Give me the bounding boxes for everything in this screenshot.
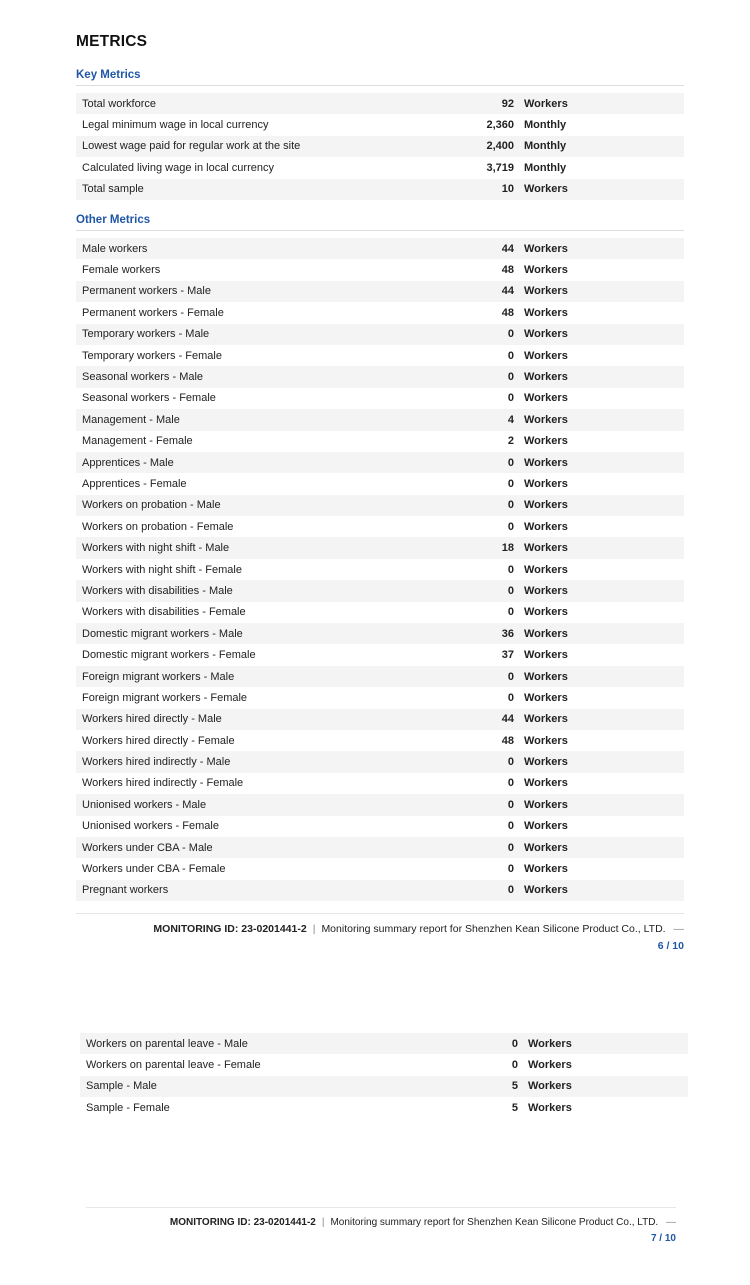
- metric-row: [76, 687, 684, 708]
- metric-label: Permanent workers - Male: [82, 285, 211, 298]
- metric-label: Domestic migrant workers - Male: [82, 627, 243, 640]
- metric-unit: Workers: [524, 606, 568, 619]
- footer-line: [76, 923, 684, 935]
- metric-label: Permanent workers - Female: [82, 306, 224, 319]
- metric-label: Apprentices - Male: [82, 456, 174, 469]
- metric-label: Workers on parental leave - Male: [86, 1037, 248, 1050]
- metric-row: [76, 157, 684, 178]
- metric-unit: Workers: [524, 670, 568, 683]
- metric-row: [76, 302, 684, 323]
- metric-unit: Workers: [528, 1037, 572, 1050]
- metric-value: 2,360: [486, 119, 514, 132]
- metric-unit: Workers: [524, 413, 568, 426]
- metric-unit: Workers: [524, 884, 568, 897]
- metric-unit: Workers: [528, 1101, 572, 1114]
- metric-label: Workers on parental leave - Female: [86, 1059, 261, 1072]
- metric-label: Unionised workers - Male: [82, 798, 207, 811]
- report-title: Monitoring summary report for Shenzhen Kean Silicone Product Co., LTD.: [330, 1217, 659, 1228]
- metric-label: Temporary workers - Female: [82, 349, 222, 362]
- metric-label: Workers under CBA - Male: [82, 841, 213, 854]
- metric-unit: Workers: [524, 863, 568, 876]
- metric-row: [76, 431, 684, 452]
- key-metrics-table: [76, 93, 684, 200]
- metric-row: [76, 516, 684, 537]
- metric-row: [76, 880, 684, 901]
- metric-unit: Monthly: [524, 161, 567, 174]
- metric-row: [76, 281, 684, 302]
- metric-unit: Workers: [524, 477, 568, 490]
- metric-value: 0: [507, 863, 514, 876]
- metric-value: 0: [507, 884, 514, 897]
- metric-row: [76, 409, 684, 430]
- monitoring-id: MONITORING ID: 23-0201441-2: [169, 1217, 316, 1228]
- metric-row: [76, 623, 684, 644]
- metric-value: 0: [507, 477, 514, 490]
- metric-row: [76, 179, 684, 200]
- metric-row: [76, 730, 684, 751]
- metric-unit: Workers: [524, 777, 568, 790]
- metric-label: Workers hired directly - Male: [82, 713, 222, 726]
- metric-label: Male workers: [82, 242, 148, 255]
- metric-value: 92: [501, 97, 514, 110]
- metric-label: Calculated living wage in local currency: [82, 161, 274, 174]
- metric-value: 48: [501, 264, 514, 277]
- metric-row: [76, 709, 684, 730]
- footer-dash: —: [666, 1217, 676, 1228]
- metric-label: Workers on probation - Female: [82, 520, 234, 533]
- metric-row: [76, 602, 684, 623]
- metric-label: Workers with disabilities - Male: [82, 584, 233, 597]
- metric-unit: Workers: [524, 349, 568, 362]
- other-metrics-table: [76, 238, 684, 901]
- metric-label: Sample - Male: [86, 1080, 157, 1093]
- metric-label: Foreign migrant workers - Female: [82, 691, 248, 704]
- metric-row: [76, 495, 684, 516]
- metric-label: Domestic migrant workers - Female: [82, 649, 256, 662]
- metric-unit: Workers: [524, 499, 568, 512]
- metric-value: 48: [501, 734, 514, 747]
- metric-row: [80, 1097, 688, 1118]
- metric-value: 2,400: [486, 140, 514, 153]
- metric-row: [76, 816, 684, 837]
- metric-row: [76, 794, 684, 815]
- metric-value: 0: [507, 328, 514, 341]
- metric-row: [76, 324, 684, 345]
- metric-row: [76, 238, 684, 259]
- metric-row: [76, 773, 684, 794]
- metric-value: 0: [507, 691, 514, 704]
- metric-label: Sample - Female: [86, 1101, 170, 1114]
- metric-label: Foreign migrant workers - Male: [82, 670, 235, 683]
- metric-value: 48: [501, 306, 514, 319]
- metric-value: 0: [507, 777, 514, 790]
- metric-unit: Workers: [524, 542, 568, 555]
- metric-value: 44: [501, 713, 514, 726]
- metric-value: 4: [507, 413, 514, 426]
- metric-label: Workers with night shift - Male: [82, 542, 230, 555]
- metric-unit: Workers: [524, 306, 568, 319]
- metric-row: [76, 644, 684, 665]
- metric-row: [80, 1033, 688, 1054]
- metric-label: Female workers: [82, 264, 161, 277]
- metric-unit: Workers: [524, 798, 568, 811]
- metric-value: 0: [507, 520, 514, 533]
- metric-label: Apprentices - Female: [82, 477, 187, 490]
- metric-unit: Workers: [524, 841, 568, 854]
- metric-row: [76, 114, 684, 135]
- metric-value: 0: [507, 392, 514, 405]
- metric-unit: Workers: [524, 285, 568, 298]
- metric-value: 0: [507, 798, 514, 811]
- metric-label: Temporary workers - Male: [82, 328, 210, 341]
- metric-value: 0: [511, 1037, 518, 1050]
- metric-value: 3,719: [486, 161, 514, 174]
- metric-row: [76, 452, 684, 473]
- metric-label: Lowest wage paid for regular work at the site: [82, 140, 301, 153]
- metric-label: Workers hired directly - Female: [82, 734, 235, 747]
- metric-unit: Workers: [524, 435, 568, 448]
- metric-label: Seasonal workers - Female: [82, 392, 216, 405]
- metric-label: Workers under CBA - Female: [82, 863, 226, 876]
- metric-row: [76, 666, 684, 687]
- metric-row: [76, 259, 684, 280]
- metric-value: 0: [507, 456, 514, 469]
- metric-unit: Workers: [524, 820, 568, 833]
- metric-row: [76, 559, 684, 580]
- page-footer-2: [86, 1207, 676, 1244]
- metric-value: 37: [501, 649, 514, 662]
- metric-row: [76, 837, 684, 858]
- metric-row: [76, 136, 684, 157]
- metric-value: 0: [507, 349, 514, 362]
- metric-label: Total sample: [82, 183, 144, 196]
- metric-label: Workers hired indirectly - Female: [82, 777, 244, 790]
- metric-label: Workers on probation - Male: [82, 499, 221, 512]
- metric-value: 0: [507, 499, 514, 512]
- metric-value: 0: [507, 563, 514, 576]
- metric-value: 5: [511, 1101, 518, 1114]
- metric-unit: Workers: [524, 264, 568, 277]
- metric-value: 0: [507, 756, 514, 769]
- footer-line: [86, 1217, 676, 1228]
- metric-label: Workers with night shift - Female: [82, 563, 242, 576]
- metric-unit: Workers: [524, 649, 568, 662]
- metric-row: [76, 93, 684, 114]
- metric-unit: Monthly: [524, 119, 567, 132]
- metric-value: 0: [507, 606, 514, 619]
- key-metrics-heading: Key Metrics: [76, 69, 684, 86]
- metric-row: [76, 473, 684, 494]
- metric-label: Unionised workers - Female: [82, 820, 219, 833]
- page-number: 7 / 10: [650, 1233, 676, 1244]
- metric-row: [76, 388, 684, 409]
- metric-unit: Workers: [524, 242, 568, 255]
- metric-value: 0: [507, 841, 514, 854]
- metric-row: [80, 1054, 688, 1075]
- metric-value: 5: [511, 1080, 518, 1093]
- metric-value: 0: [507, 820, 514, 833]
- metric-unit: Workers: [524, 520, 568, 533]
- metric-row: [76, 580, 684, 601]
- footer-dash: —: [673, 923, 684, 935]
- metric-row: [76, 858, 684, 879]
- metric-row: [80, 1076, 688, 1097]
- metric-row: [76, 345, 684, 366]
- metric-unit: Workers: [524, 713, 568, 726]
- metric-unit: Monthly: [524, 140, 567, 153]
- metric-value: 0: [507, 371, 514, 384]
- metric-value: 0: [507, 584, 514, 597]
- metric-label: Legal minimum wage in local currency: [82, 119, 269, 132]
- metric-label: Management - Female: [82, 435, 193, 448]
- metric-unit: Workers: [524, 328, 568, 341]
- footer-separator: |: [312, 923, 316, 935]
- page-title: METRICS: [76, 33, 148, 50]
- metric-value: 44: [501, 242, 514, 255]
- metric-unit: Workers: [524, 691, 568, 704]
- other-metrics-heading: Other Metrics: [76, 214, 684, 231]
- page-footer: [76, 913, 684, 952]
- footer-separator: |: [321, 1217, 325, 1228]
- monitoring-id: MONITORING ID: 23-0201441-2: [153, 923, 307, 935]
- metric-unit: Workers: [524, 584, 568, 597]
- report-title: Monitoring summary report for Shenzhen Kean Silicone Product Co., LTD.: [321, 923, 666, 935]
- metric-value: 44: [501, 285, 514, 298]
- metric-unit: Workers: [528, 1059, 572, 1072]
- metric-value: 36: [501, 627, 514, 640]
- metric-value: 0: [511, 1059, 518, 1072]
- metric-row: [76, 537, 684, 558]
- page-number: 6 / 10: [657, 940, 684, 952]
- metric-unit: Workers: [524, 97, 568, 110]
- continued-metrics-table: [80, 1033, 688, 1119]
- metric-row: [76, 366, 684, 387]
- metric-unit: Workers: [524, 627, 568, 640]
- metric-value: 18: [501, 542, 514, 555]
- metric-label: Workers hired indirectly - Male: [82, 756, 231, 769]
- metric-unit: Workers: [524, 756, 568, 769]
- metric-label: Management - Male: [82, 413, 180, 426]
- metric-label: Seasonal workers - Male: [82, 371, 204, 384]
- metric-label: Workers with disabilities - Female: [82, 606, 246, 619]
- metric-label: Pregnant workers: [82, 884, 169, 897]
- metric-value: 10: [501, 183, 514, 196]
- metric-row: [76, 751, 684, 772]
- metric-unit: Workers: [524, 563, 568, 576]
- metric-unit: Workers: [524, 371, 568, 384]
- metric-unit: Workers: [524, 183, 568, 196]
- metric-unit: Workers: [524, 392, 568, 405]
- metric-value: 2: [507, 435, 514, 448]
- metric-unit: Workers: [524, 734, 568, 747]
- metric-label: Total workforce: [82, 97, 156, 110]
- metric-unit: Workers: [524, 456, 568, 469]
- metric-unit: Workers: [528, 1080, 572, 1093]
- metric-value: 0: [507, 670, 514, 683]
